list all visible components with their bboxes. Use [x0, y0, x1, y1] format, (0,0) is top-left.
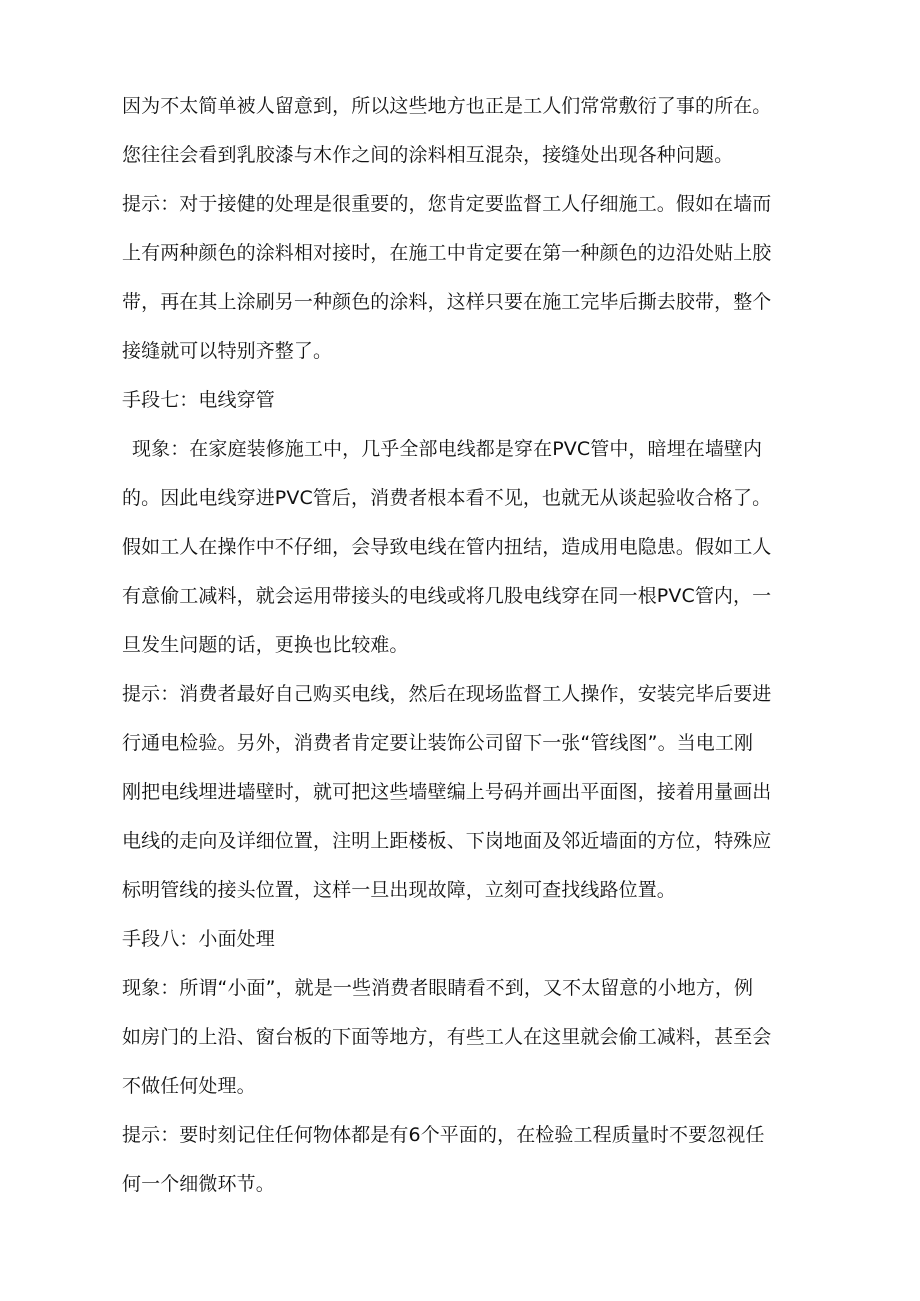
text-line: 标明管线的接头位置，这样一旦出现故障，立刻可查找线路位置。: [122, 879, 676, 901]
text-line: 提示：要时刻记住任何物体都是有6个平面的，在检验工程质量时不要忽视任: [122, 1124, 765, 1146]
text-line: 您往往会看到乳胶漆与木作之间的涂料相互混杂，接缝处出现各种问题。: [122, 144, 734, 166]
text-line: 上有两种颜色的涂料相对接时，在施工中肯定要在第一种颜色的边沿处贴上胶: [122, 242, 772, 264]
text-line: 因为不太简单被人留意到，所以这些地方也正是工人们常常敷衍了事的所在。: [122, 95, 772, 117]
text-line: 何一个细微环节。: [122, 1173, 275, 1195]
text-line: 带，再在其上涂刷另一种颜色的涂料，这样只要在施工完毕后撕去胶带，整个: [122, 291, 772, 313]
text-line: 现象：在家庭装修施工中，几乎全部电线都是穿在PVC管中，暗埋在墙壁内: [132, 438, 763, 460]
text-line: 电线的走向及详细位置，注明上距楼板、下岗地面及邻近墙面的方位，特殊应: [122, 830, 772, 852]
text-line: 旦发生问题的话，更换也比较难。: [122, 634, 409, 656]
text-line: 假如工人在操作中不仔细，会导致电线在管内扭结，造成用电隐患。假如工人: [122, 536, 772, 558]
text-line: 如房门的上沿、窗台板的下面等地方，有些工人在这里就会偷工减料，甚至会: [122, 1026, 772, 1048]
text-line: 行通电检验。另外，消费者肯定要让装饰公司留下一张“管线图”。当电工刚: [122, 732, 754, 754]
text-line: 提示：对于接健的处理是很重要的，您肯定要监督工人仔细施工。假如在墙而: [122, 193, 772, 215]
section-heading: 手段八：小面处理: [122, 928, 275, 950]
text-line: 提示：消费者最好自己购买电线，然后在现场监督工人操作，安装完毕后要进: [122, 683, 772, 705]
text-line: 的。因此电线穿进PVC管后，消费者根本看不见，也就无从谈起验收合格了。: [122, 487, 772, 509]
text-line: 现象：所谓“小面”，就是一些消费者眼睛看不到，又不太留意的小地方，例: [122, 977, 754, 999]
text-line: 有意偷工减料，就会运用带接头的电线或将几股电线穿在同一根PVC管内，一: [122, 585, 772, 607]
text-line: 刚把电线埋进墙壁时，就可把这些墙壁编上号码并画出平面图，接着用量画出: [122, 781, 772, 803]
section-heading: 手段七：电线穿管: [122, 389, 275, 411]
text-line: 接缝就可以特别齐整了。: [122, 340, 333, 362]
text-line: 不做任何处理。: [122, 1075, 256, 1097]
body-text: [122, 88, 812, 1215]
